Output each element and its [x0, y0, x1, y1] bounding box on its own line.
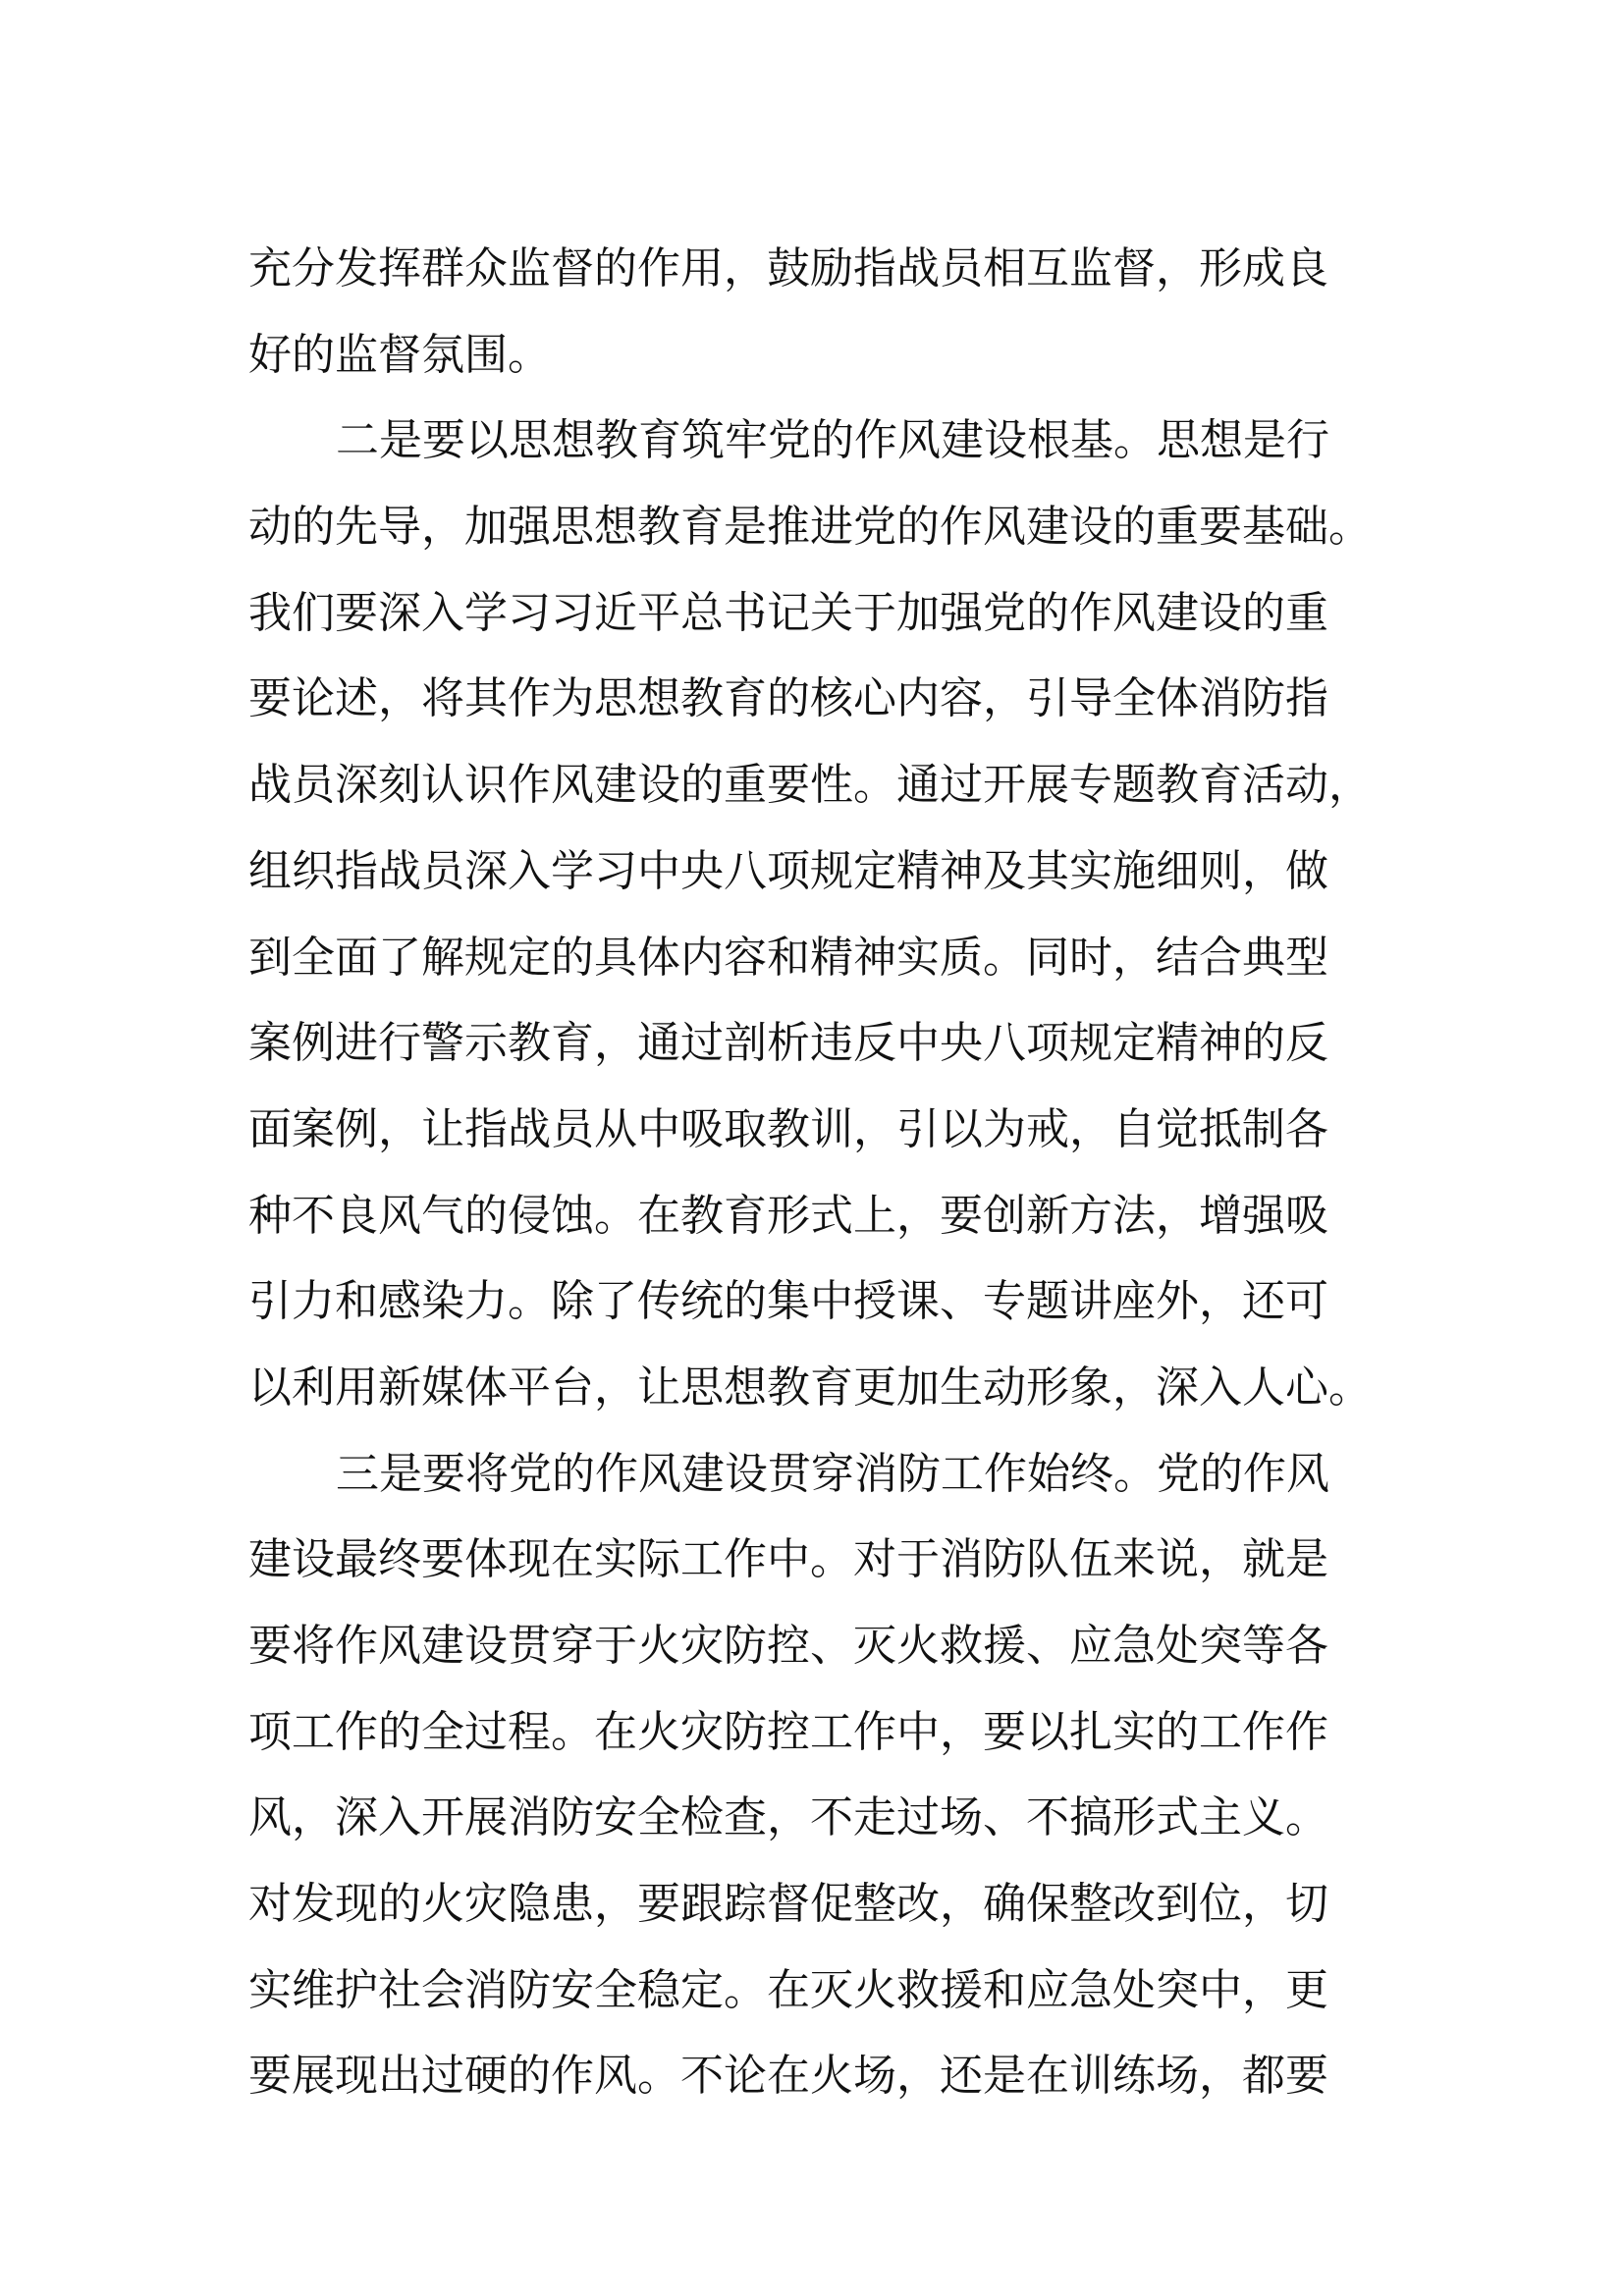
text-line: 案例进行警示教育，通过剖析违反中央八项规定精神的反 [248, 1018, 1328, 1069]
text-line: 建设最终要体现在实际工作中。对于消防队伍来说，就是 [248, 1534, 1328, 1585]
paragraph-start-line: 三是要将党的作风建设贯穿消防工作始终。党的作风 [336, 1448, 1329, 1499]
text-line: 要论述，将其作为思想教育的核心内容，引导全体消防指 [248, 673, 1328, 724]
text-line: 要展现出过硬的作风。不论在火场，还是在训练场，都要 [248, 2051, 1328, 2102]
text-line: 面案例，让指战员从中吸取教训，引以为戒，自觉抵制各 [248, 1103, 1328, 1154]
text-line: 项工作的全过程。在火灾防控工作中，要以扎实的工作作 [248, 1706, 1328, 1757]
text-line: 到全面了解规定的具体内容和精神实质。同时，结合典型 [248, 932, 1328, 983]
text-line: 充分发挥群众监督的作用，鼓励指战员相互监督，形成良 [248, 243, 1328, 294]
text-line: 风，深入开展消防安全检查，不走过场、不搞形式主义。 [248, 1792, 1328, 1843]
text-line: 种不良风气的侵蚀。在教育形式上，要创新方法，增强吸 [248, 1190, 1328, 1241]
text-line: 引力和感染力。除了传统的集中授课、专题讲座外，还可 [248, 1276, 1328, 1327]
text-line: 动的先导，加强思想教育是推进党的作风建设的重要基础。 [248, 502, 1372, 553]
text-line: 实维护社会消防安全稳定。在灭火救援和应急处突中，更 [248, 1964, 1328, 2015]
paragraph-start-line: 二是要以思想教育筑牢党的作风建设根基。思想是行 [336, 415, 1329, 466]
text-line: 好的监督氛围。 [248, 329, 551, 380]
text-line: 组织指战员深入学习中央八项规定精神及其实施细则，做 [248, 845, 1328, 896]
text-line: 对发现的火灾隐患，要跟踪督促整改，确保整改到位，切 [248, 1879, 1328, 1930]
document-body [248, 226, 1372, 2119]
text-line: 我们要深入学习习近平总书记关于加强党的作风建设的重 [248, 587, 1328, 638]
text-line: 要将作风建设贯穿于火灾防控、灭火救援、应急处突等各 [248, 1621, 1328, 1671]
text-line: 战员深刻认识作风建设的重要性。通过开展专题教育活动， [248, 760, 1372, 811]
text-line: 以利用新媒体平台，让思想教育更加生动形象，深入人心。 [248, 1362, 1372, 1413]
